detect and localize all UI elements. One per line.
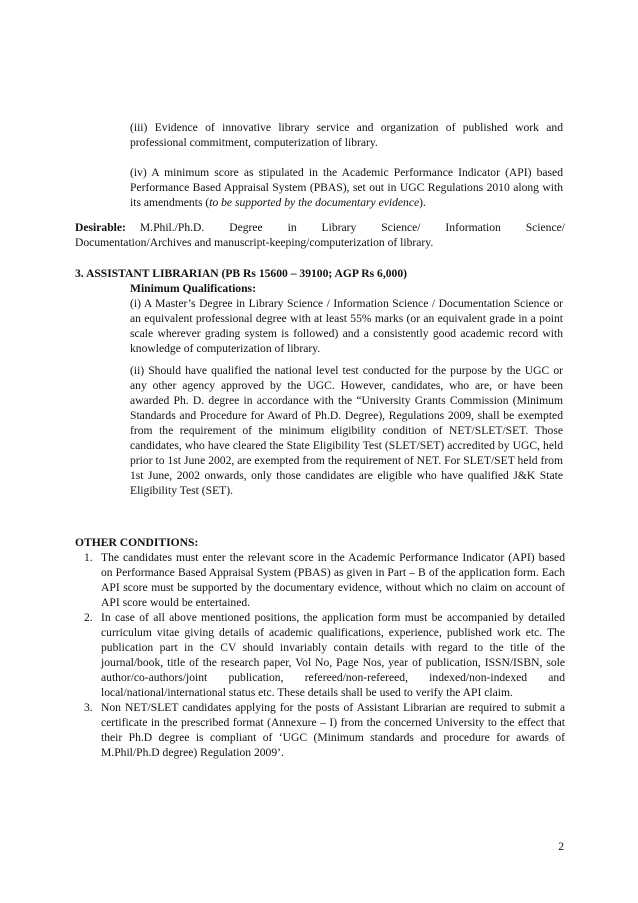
list-item-number: 3. <box>84 701 93 714</box>
desirable-line-1 <box>75 220 565 235</box>
other-conditions-heading: OTHER CONDITIONS: <box>75 536 199 549</box>
criteria-iv-close: ). <box>419 196 426 209</box>
criteria-iv-paragraph <box>130 165 563 210</box>
criteria-iv-text: (iv) A minimum score as stipulated in the Academic Performance Indicator (API) based Performance Based Appraisal System (PBAS), set out in UGC Regulations 2010 along with its amendments ( <box>130 166 563 209</box>
assistant-librarian-heading: 3. ASSISTANT LIBRARIAN (PB Rs 15600 – 39100; AGP Rs 6,000) <box>75 267 407 280</box>
criteria-iii-paragraph: (iii) Evidence of innovative library service and organization of published work and professional commitment, computerization of library. <box>130 121 563 149</box>
qualification-ii-paragraph: (ii) Should have qualified the national level test conducted for the purpose by the UGC or any other agency approved by the UGC. However, candidates, who are, or have been awarded Ph. D. degree in accordance with the “University Grants Commission (Minimum Standards and Procedure for Award of Ph.D. Degree), Regulations 2009, shall be exempted from the requirement of the minimum eligibility condition of NET/SLET/SET. Those candidates, who have cleared the State Eligibility Test (SLET/SET) accredited by UGC, held prior to 1st June 2002, are exempted from the requirement of NET. For SLET/SET held from 1st June, 2002 onwards, only those candidates are eligible who have qualified J&K State Eligibility Test (SET). <box>130 364 563 497</box>
other-conditions-list <box>75 550 565 760</box>
minimum-qualifications-heading: Minimum Qualifications: <box>130 282 256 295</box>
desirable-text-1: M.Phil./Ph.D. Degree in Library Science/ Information Science/ <box>139 221 565 234</box>
criteria-iv-italic: to be supported by the documentary evidence <box>209 196 420 209</box>
desirable-text-2: Documentation/Archives and manuscript-keeping/computerization of library. <box>75 236 434 249</box>
qualification-i-paragraph: (i) A Master’s Degree in Library Science / Information Science / Documentation Science or an equivalent professional degree with at least 55% marks (or an equivalent grade in a point scale wherever grading system is followed) and a consistently good academic record with knowledge of computerization of library. <box>130 297 563 355</box>
desirable-label: Desirable: <box>75 221 126 234</box>
list-item-text: The candidates must enter the relevant score in the Academic Performance Indicator (API) based on Performance Based Appraisal System (PBAS) as given in Part – B of the application form. Each API score must be supported by the documentary evidence, without which no claim on account of API score would be entertained. <box>101 551 565 609</box>
list-item <box>75 700 565 760</box>
list-item-number: 2. <box>84 611 93 624</box>
list-item-text: In case of all above mentioned positions, the application form must be accompanied by detailed curriculum vitae giving details of academic qualifications, experience, published work etc. The publication part in the CV should invariably contain details with regard to the title of the journal/book, title of the research paper, Vol No, Page Nos, year of publication, ISSN/ISBN, sole author/co-authors/joint publication, refereed/non-refereed, indexed/non-indexed and local/national/international status etc. These details shall be used to verify the API claim. <box>101 611 565 699</box>
list-item <box>75 610 565 700</box>
list-item-text: Non NET/SLET candidates applying for the posts of Assistant Librarian are required to submit a certificate in the prescribed format (Annexure – I) from the concerned University to the effect that their Ph.D degree is compliant of ‘UGC (Minimum standards and procedure for awards of M.Phil/Ph.D degree) Regulation 2009’. <box>101 701 565 759</box>
desirable-paragraph <box>75 220 565 250</box>
page-number: 2 <box>558 840 564 853</box>
list-item <box>75 550 565 610</box>
list-item-number: 1. <box>84 551 93 564</box>
